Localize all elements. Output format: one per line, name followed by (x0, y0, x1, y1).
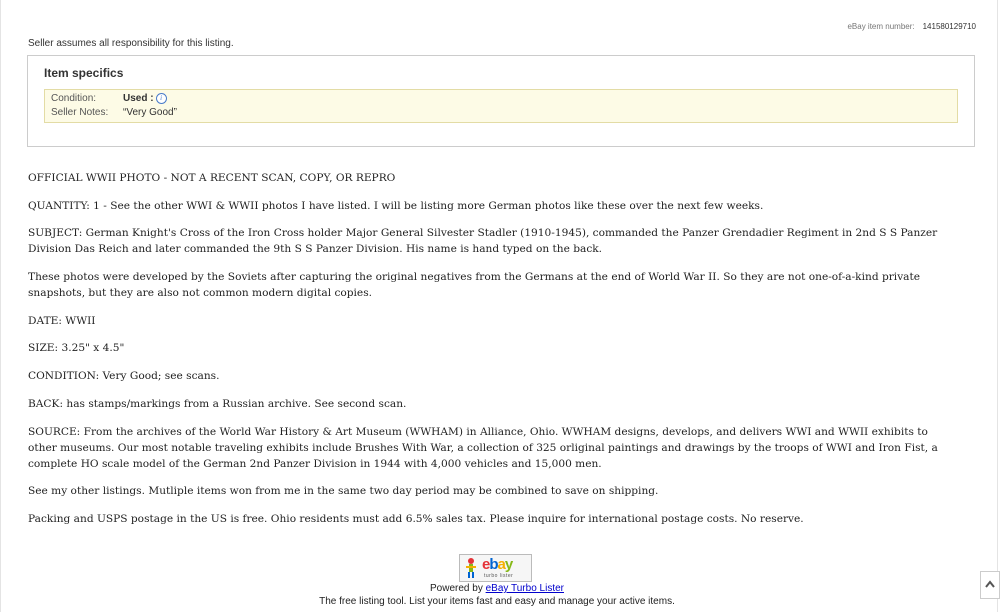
scroll-to-top-button[interactable] (980, 571, 1000, 599)
info-icon[interactable]: i (156, 93, 167, 104)
description-packing: Packing and USPS postage in the US is free. Ohio residents must add 6.5% sales tax. Please inquire for international postage costs. No reserve. (28, 513, 804, 525)
scroll-to-top-icon (985, 580, 995, 588)
item-specifics-title: Item specifics (44, 66, 124, 80)
seller-notes-value: “Very Good” (123, 107, 177, 118)
description-back: BACK: has stamps/markings from a Russian archive. See second scan. (28, 398, 407, 410)
item-number-label: eBay item number: (847, 22, 915, 31)
description-other-listings: See my other listings. Mutliple items won from me in the same two day period may be combined to save on shipping. (28, 485, 659, 497)
spec-label: Condition: (51, 93, 97, 104)
description-quantity: QUANTITY: 1 - See the other WWI & WWII photos I have listed. I will be listing more German photos like these over the next few weeks. (28, 200, 764, 212)
spec-value (123, 93, 167, 104)
description-title: OFFICIAL WWII PHOTO - NOT A RECENT SCAN, COPY, OR REPRO (28, 172, 396, 184)
description-date: DATE: WWII (28, 315, 96, 327)
ebay-wordmark: ebay (482, 556, 513, 573)
description-source: SOURCE: From the archives of the World War History & Art Museum (WWHAM) in Alliance, Ohio. WWHAM designs, develops, and delivers WWI and WWII exhibits to other museums. Our most notable traveling exhibits include Brushes With War, a collection of 325 orliginal paintings and drawings by the troops of WWI and Iron Fist, a complete HO scale model of the German 2nd Panzer Division in 1944 with 4,000 vehicles and 15,000 men. (28, 426, 938, 470)
description-size: SIZE: 3.25" x 4.5" (28, 342, 125, 354)
description-photos: These photos were developed by the Soviets after capturing the original negatives from the Germans at the end of World War II. So they are not one-of-a-kind private snapshots, but they are also not common modern digital copies. (28, 271, 921, 299)
item-specifics-table (44, 89, 958, 123)
runner-icon (463, 557, 479, 579)
condition-value: Used : (123, 93, 154, 104)
turbo-lister-link[interactable]: eBay Turbo Lister (485, 583, 564, 594)
description-condition: CONDITION: Very Good; see scans. (28, 370, 220, 382)
ebay-turbo-lister-logo[interactable] (459, 554, 532, 582)
item-number (847, 22, 976, 31)
seller-responsibility-note: Seller assumes all responsibility for this listing. (28, 38, 234, 49)
description-subject: SUBJECT: German Knight's Cross of the Iron Cross holder Major General Silvester Stadler (1910-1945), commanded the Panzer Grendadier Regiment in 2nd S S Panzer Division Das Reich and later commanded the 9th S S Panzer Division. His name is hand typed on the back. (28, 227, 938, 255)
spec-label: Seller Notes: (51, 107, 109, 118)
powered-by-label: Powered by (430, 583, 483, 594)
footer-tagline: The free listing tool. List your items fast and easy and manage your active items. (319, 596, 675, 607)
item-number-value: 141580129710 (922, 22, 976, 31)
powered-by-line (0, 583, 994, 594)
item-specifics-panel (27, 55, 975, 147)
turbo-lister-sub: turbo lister (484, 573, 514, 579)
